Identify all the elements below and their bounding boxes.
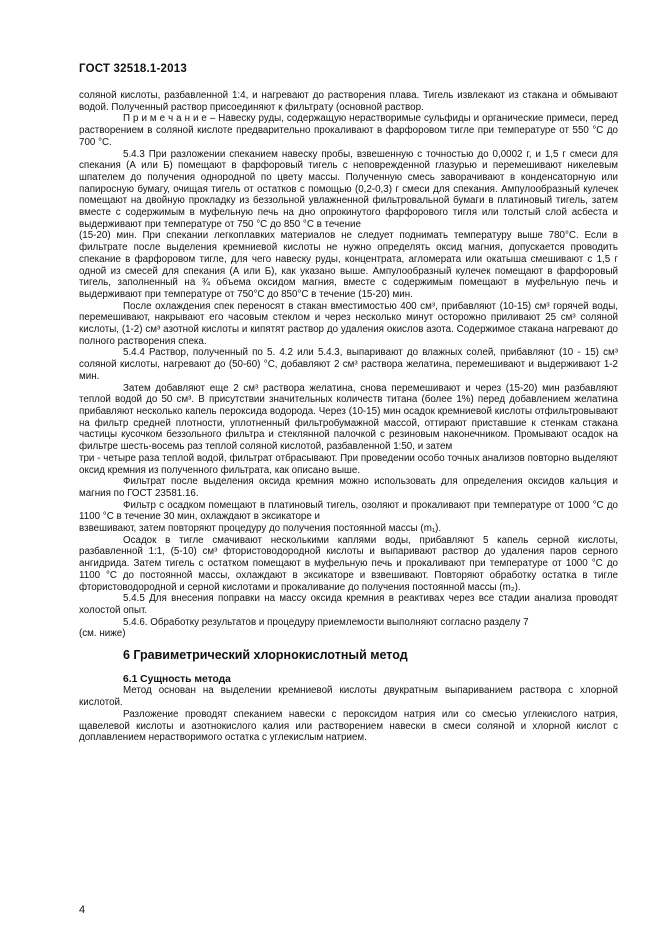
paragraph-5-4-5: 5.4.5 Для внесения поправки на массу оксида кремния в реактивах через все стадии анализа проводят холостой опыт. (79, 593, 618, 616)
section-6-1-paragraph-2: Разложение проводят спеканием навески с пероксидом натрия или со смесью углекислого натрия, щавелевой кислоты и азотнокислого калия или растворением навески в смеси соляной и хлорной кислот с доплавлением нерастворимого остатка с углекислым натрием. (79, 708, 618, 744)
paragraph-weighing: взвешивают, затем повторяют процедуру до получения постоянной массы (m₁). (79, 523, 442, 535)
subsection-6-1-title: 6.1 Сущность метода (123, 673, 231, 685)
paragraph-continuation: соляной кислоты, разбавленной 1:4, и нагревают до растворения плава. Тигель извлекают из стакана и обмывают водой. Полученный раствор присоединяют к фильтрату (основной раствор. (79, 90, 618, 113)
page-body (79, 90, 618, 744)
paragraph-note: П р и м е ч а н и е – Навеску руды, содержащую нерастворимые сульфиды и органические примеси, перед растворением в соляной кислоте предварительно прокаливают в фарфоровом тигле при температуре от 550 °C до 700 °C. (79, 113, 618, 148)
page-number: 4 (79, 904, 86, 916)
document-header-code: ГОСТ 32518.1-2013 (79, 63, 187, 75)
paragraph-5-4-4: 5.4.4 Раствор, полученный по 5. 4.2 или 5.4.3, выпаривают до влажных солей, прибавляют (10 - 15) см³ соляной кислоты, нагревают до (50-60) °C, добавляют 2 см³ раствора желатина, перемешивают и выдерживают 1-2 мин. (79, 347, 618, 382)
paragraph-hf-treatment: Осадок в тигле смачивают несколькими каплями воды, прибавляют 5 капель серной кислоты, разбавленной 1:1, (5-10) см³ фтористоводородной кислоты и выпаривают раствор до удаления паров серного ангидрида. Затем тигель с остатком помещают в муфельную печь и прокаливают при температуре от 1000 °C до 1100 °C до постоянной массы, охлаждают в эксикаторе и взвешивают. Повторяют обработку остатка в тигле фтористоводородной и серной кислотами и прокаливание до получения постоянной массы (m₂). (79, 534, 618, 593)
paragraph-see-below: (см. ниже) (79, 628, 126, 640)
paragraph-washing: три - четыре раза теплой водой, фильтрат отбрасывают. При проведении особо точных анализов повторно выделяют оксид кремния из полученного фильтрата, как описано выше. (79, 452, 618, 476)
paragraph-filtrate: Фильтрат после выделения оксида кремния можно использовать для определения оксидов кальция и магния по ГОСТ 23581.16. (79, 476, 618, 499)
paragraph-sintering: (15-20) мин. При спекании легкоплавких материалов не следует поднимать температуру выше 780°C. Если в фильтрате после выделения кремниевой кислоты не нужно определять оксид магния, допускается проводить спекание в фарфоровом тигле, для чего навеску руды, концентрата, агломерата или окатыша смешивают с 1,5 г одной из смесей для спекания (А или Б), как указано выше. Ампулообразный кулечек помещают в фарфоровый тигель, заполненный на ¾ объема оксидом магния, вместе с содержимым помещают в муфельную печь и выдерживают при температуре от 750°C до 850°C в течение (15-20) мин. (79, 230, 618, 300)
paragraph-5-4-6: 5.4.6. Обработку результатов и процедуру приемлемости выполняют согласно разделу 7 (123, 616, 529, 628)
paragraph-ignition: Фильтр с осадком помещают в платиновый тигель, озоляют и прокаливают при температуре от 1000 °C до 1100 °C в течение 30 мин, охлаждают в эксикаторе и (79, 499, 618, 523)
paragraph-gelatin: Затем добавляют еще 2 см³ раствора желатина, снова перемешивают и через (15-20) мин разбавляют теплой водой до 50 см³. В присутствии значительных количеств титана (более 1%) перед добавлением желатина прибавляют несколько капель пероксида водорода. Через (10-15) мин осадок кремниевой кислоты отфильтровывают на фильтр средней плотности, уплотненный фильтробумажной массой, оттирают приставшие к стенкам стакана частицы кусочком беззольного фильтра и стеклянной палочкой с резиновым наконечником. Промывают осадок на фильтре шесть-восемь раз теплой соляной кислотой, разбавленной 1:50, и затем (79, 382, 618, 453)
paragraph-5-4-3: 5.4.3 При разложении спеканием навеску пробы, взвешенную с точностью до 0,0002 г, и 1,5 г смеси для спекания (А или Б) помещают в фарфоровый тигель с неповрежденной глазурью и перемешивают никелевым шпателем до получения однородной по цвету массы. Полученную смесь заворачивают в конденсаторную или папиросную бумагу, очищая тигель от остатков с помощью (0,2-0,3) г смеси для спекания. Ампулообразный кулечек помещают на двойную прокладку из беззольной увлажненной фильтровальной бумаги в платиновый тигель, затем вместе с содержимым в муфельную печь на дно опрокинутого фарфорового тигля или толстый слой асбеста и выдерживают при температуре от 750 °C до 850 °C в течение (79, 148, 618, 230)
paragraph-cooling: После охлаждения спек переносят в стакан вместимостью 400 см³, прибавляют (10-15) см³ горячей воды, перемешивают, накрывают его часовым стеклом и через несколько минут осторожно приливают 25 см³ соляной кислоты, (1-2) см³ азотной кислоты и кипятят раствор до удаления окислов азота. Содержимое стакана нагревают до полного растворения спека. (79, 300, 618, 347)
section-6-title: 6 Гравиметрический хлорнокислотный метод (123, 648, 408, 663)
section-6-1-paragraph-1: Метод основан на выделении кремниевой кислоты двукратным выпариванием раствора с хлорной кислотой. (79, 685, 618, 709)
